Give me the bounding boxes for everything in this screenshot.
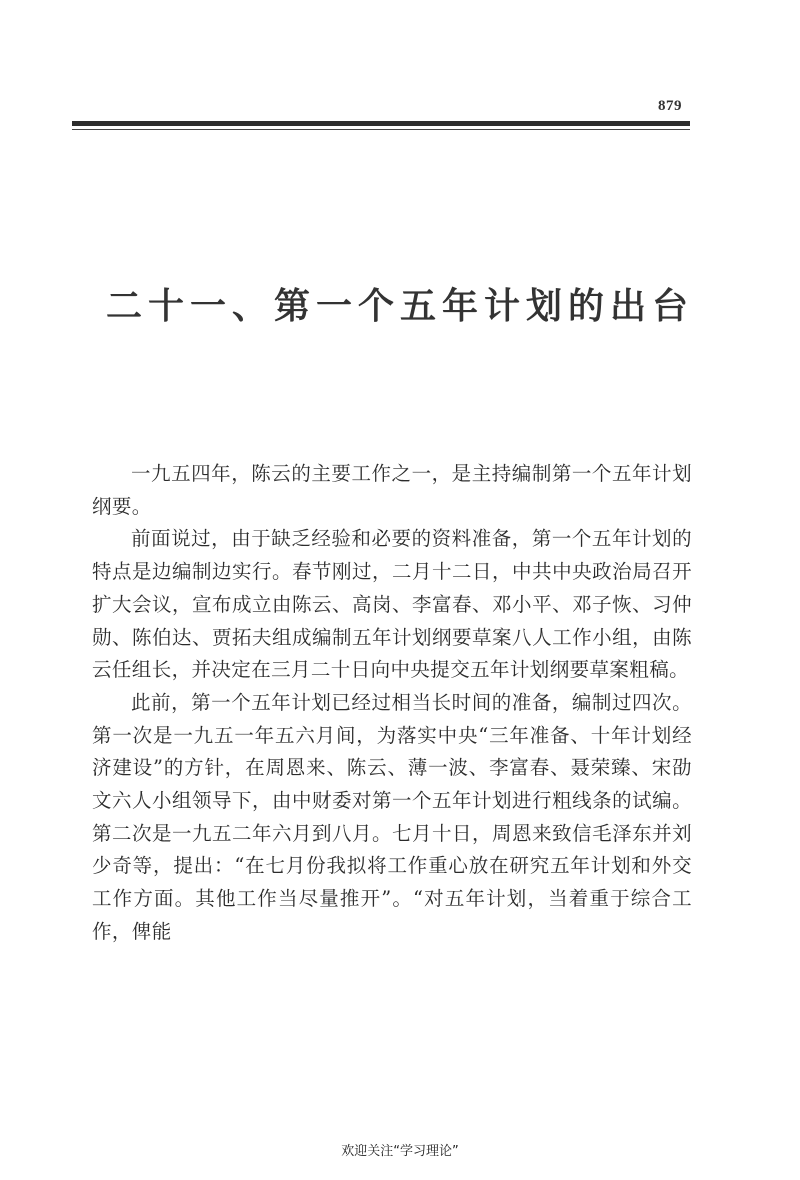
paragraph: 此前，第一个五年计划已经过相当长时间的准备，编制过四次。第一次是一九五一年五六月间，为落实中央“三年准备、十年计划经济建设”的方针，在周恩来、陈云、薄一波、李富春、聂荣臻、宋劭文六人小组领导下，由中财委对第一个五年计划进行粗线条的试编。第二次是一九五二年六月到八月。七月十日，周恩来致信毛泽东并刘少奇等，提出：“在七月份我拟将工作重心放在研究五年计划和外交工作方面。其他工作当尽量推开”。“对五年计划，当着重于综合工作，俾能	[92, 690, 692, 943]
page-number: 879	[658, 98, 682, 114]
header-rule-thin	[72, 129, 690, 130]
paragraph: 前面说过，由于缺乏经验和必要的资料准备，第一个五年计划的特点是边编制边实行。春节刚过，二月十二日，中共中央政治局召开扩大会议，宣布成立由陈云、高岗、李富春、邓小平、邓子恢、习仲勋、陈伯达、贾拓夫组成编制五年计划纲要草案八人工作小组，由陈云任组长，并决定在三月二十日向中央提交五年计划纲要草案粗稿。	[92, 527, 692, 682]
header-rule-thick	[72, 121, 690, 126]
body-text	[92, 458, 692, 949]
chapter-title: 二十一、第一个五年计划的出台	[105, 286, 694, 327]
paragraph: 一九五四年，陈云的主要工作之一，是主持编制第一个五年计划纲要。	[92, 462, 692, 518]
footer-note: 欢迎关注“学习理论”	[341, 1144, 459, 1159]
